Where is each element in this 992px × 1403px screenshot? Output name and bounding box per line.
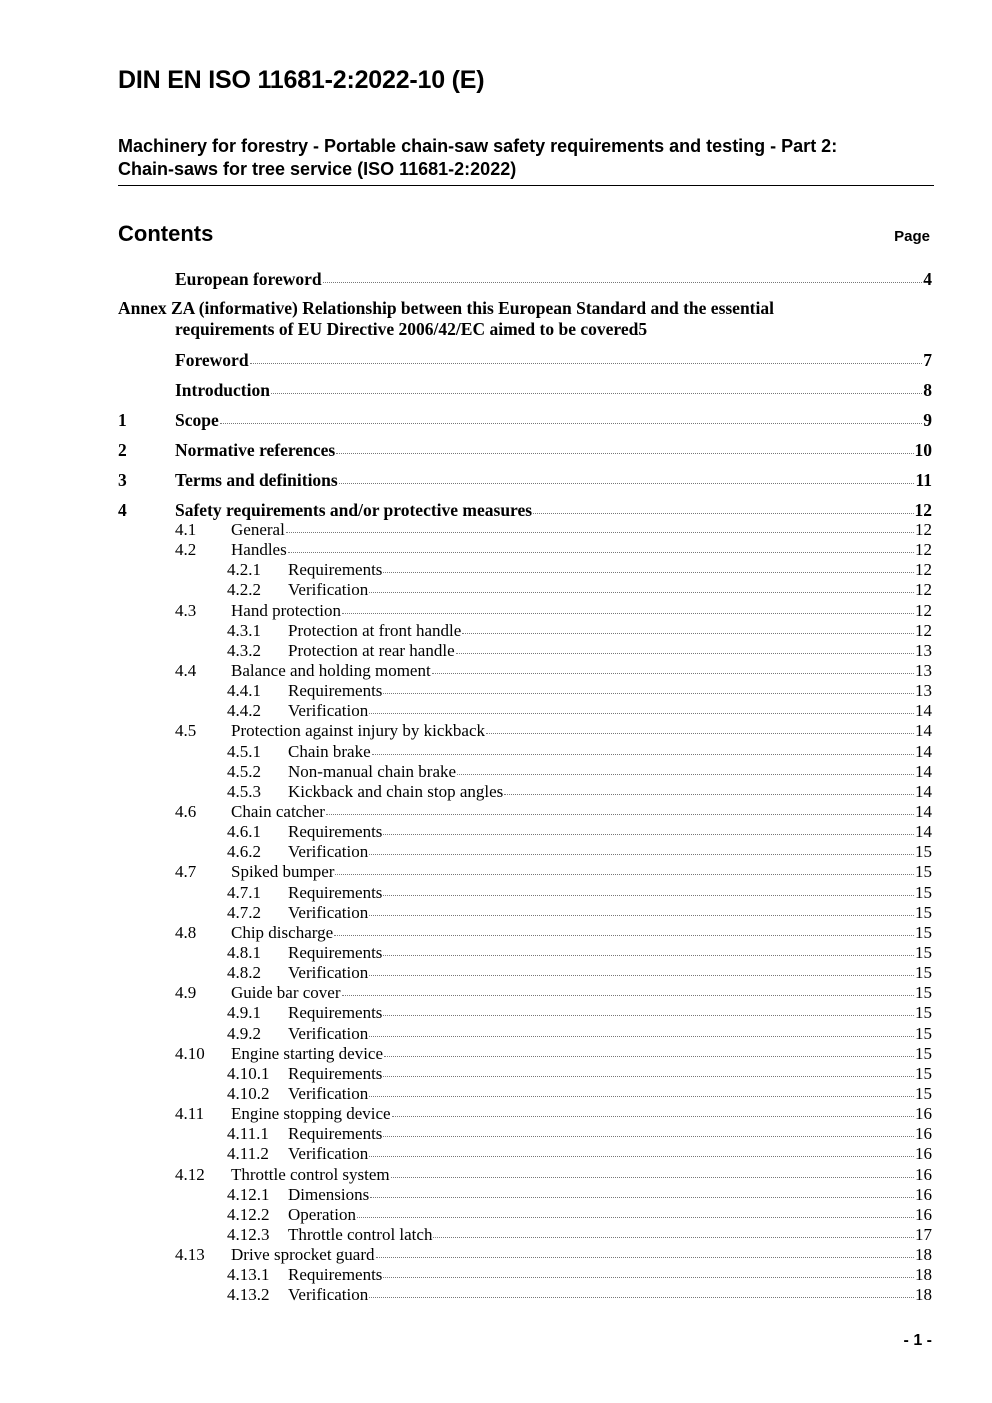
toc-entry-page: 15 [915,862,932,882]
dot-leader [372,754,914,755]
toc-entry-number: 4.10.1 [227,1063,270,1083]
toc-entry-title: Requirements [288,1003,383,1023]
toc-entry[interactable] [118,681,932,701]
toc-entry-page: 15 [915,922,932,942]
toc-entry[interactable] [118,1144,932,1164]
toc-entry-title: Requirements [288,1063,383,1083]
toc-entry[interactable] [118,1024,932,1044]
dot-leader [383,693,914,694]
toc-entry-title: General [231,520,285,539]
dot-leader [433,1237,914,1238]
toc-entry[interactable] [118,641,932,661]
toc-entry-title: European foreword [175,269,322,289]
dot-leader [457,774,914,775]
toc-entry-page: 16 [915,1124,932,1144]
toc-entry-title: requirements of EU Directive 2006/42/EC aimed to be covered [175,319,639,339]
toc-entry-page: 12 [915,520,932,539]
toc-entry-title: Verification [288,1023,369,1043]
toc-entry-page: 14 [915,721,932,741]
toc-entry-title: Drive sprocket guard [231,1245,375,1265]
toc-entry-number: 4.6 [175,801,197,821]
toc-entry[interactable] [118,268,932,298]
toc-entry[interactable] [118,439,932,469]
dot-leader [383,1076,914,1077]
toc-entry-page: 12 [915,540,932,560]
toc-entry-number: 4.12.3 [227,1224,270,1244]
dot-leader [486,733,914,734]
dot-leader [383,834,914,835]
toc-entry-number: 4.3.2 [227,640,261,660]
subtitle-line: Chain-saws for tree service (ISO 11681-2:2022) [118,159,517,179]
toc-entry[interactable] [118,1104,932,1124]
toc-entry-title: Spiked bumper [231,862,335,882]
dot-leader [271,393,922,394]
toc-entry-title: Introduction [175,380,270,400]
toc-entry-number: 4.8.2 [227,963,261,983]
dot-leader [369,1156,914,1157]
dot-leader [369,1036,914,1037]
toc-entry-page: 14 [915,761,932,781]
toc-entry-title: Verification [288,902,369,922]
toc-entry-number: 4.7 [175,862,197,882]
dot-leader [432,673,914,674]
dot-leader [342,613,914,614]
dot-leader [383,1277,914,1278]
toc-entry-page: 5 [638,319,648,339]
toc-entry[interactable] [118,923,932,943]
toc-entry[interactable] [118,862,932,882]
toc-entry-number: 4.13.2 [227,1285,270,1305]
toc-entry-number: 4.13.1 [227,1265,270,1285]
toc-entry-page: 15 [915,942,932,962]
dot-leader [504,794,914,795]
toc-entry[interactable] [118,1165,932,1185]
toc-entry-number: 4.4.1 [227,681,261,701]
toc-entry-number: 4.6.2 [227,842,261,862]
dot-leader [339,483,915,484]
toc-entry-page: 10 [914,440,932,460]
toc-entry-title: Kickback and chain stop angles [288,781,504,801]
toc-entry-number: 4.8 [175,922,197,942]
toc-entry[interactable] [118,1185,932,1205]
table-of-contents [118,268,932,1305]
dot-leader [462,633,914,634]
toc-entry[interactable] [118,379,932,409]
toc-entry-page: 16 [915,1184,932,1204]
toc-entry-page: 14 [915,801,932,821]
toc-entry-page: 4 [923,269,932,289]
toc-entry-title: Annex ZA (informative) Relationship between this European Standard and the essential [118,298,774,318]
toc-entry-page: 15 [915,983,932,1003]
toc-entry-page: 7 [923,350,932,370]
toc-entry-page: 15 [915,882,932,902]
toc-entry-number: 2 [118,440,127,460]
toc-entry-page: 12 [915,560,932,580]
toc-entry-page: 15 [915,1083,932,1103]
toc-entry-page: 12 [915,580,932,600]
toc-entry-number: 4.3.1 [227,620,261,640]
toc-entry-title: Verification [288,580,369,600]
toc-entry-number: 4.5.1 [227,741,261,761]
toc-entry-title: Protection at rear handle [288,640,455,660]
dot-leader [220,423,923,424]
dot-leader [383,1015,914,1016]
toc-entry-number: 4.10.2 [227,1083,270,1103]
toc-entry-number: 4.5 [175,721,197,741]
toc-entry-title: Scope [175,410,219,430]
page-number: - 1 - [903,1332,932,1349]
toc-entry-page: 14 [915,741,932,761]
toc-entry-page: 13 [915,640,932,660]
dot-leader [326,814,914,815]
dot-leader [369,713,914,714]
toc-entry[interactable] [118,1285,932,1305]
toc-entry[interactable] [118,621,932,641]
toc-entry[interactable] [118,1044,932,1064]
toc-entry-number: 4.4 [175,660,197,680]
toc-entry-number: 4.11 [175,1104,205,1124]
toc-entry-number: 4.13 [175,1245,205,1265]
dot-leader [323,282,923,283]
dot-leader [336,453,913,454]
toc-entry-number: 4.8.1 [227,942,261,962]
toc-entry-page: 12 [915,620,932,640]
toc-entry-title: Non-manual chain brake [288,761,457,781]
toc-entry-title: Protection against injury by kickback [231,721,485,741]
page-column-label: Page [894,228,930,245]
toc-entry-title: Verification [288,1083,369,1103]
toc-entry-page: 8 [923,380,932,400]
toc-entry-title: Requirements [288,942,383,962]
toc-entry[interactable] [118,1245,932,1265]
toc-entry-page: 15 [915,1003,932,1023]
toc-entry[interactable] [118,842,932,862]
dot-leader [369,1297,914,1298]
toc-entry-page: 16 [915,1164,932,1184]
toc-entry-number: 4.12.2 [227,1204,270,1224]
toc-entry[interactable] [118,1205,932,1225]
toc-entry[interactable] [118,1265,932,1285]
toc-entry[interactable] [118,1064,932,1084]
toc-entry-title: Requirements [288,882,383,902]
toc-entry-number: 4.10 [175,1043,205,1063]
dot-leader [335,874,914,875]
toc-entry-number: 1 [118,410,127,430]
toc-entry-title: Hand protection [231,600,341,620]
toc-entry[interactable] [118,883,932,903]
toc-entry-title: Requirements [288,681,383,701]
toc-entry-page: 18 [915,1265,932,1285]
toc-entry[interactable] [118,983,932,1003]
toc-entry-number: 4.2 [175,540,197,560]
toc-entry[interactable] [118,520,932,540]
dot-leader [391,1177,914,1178]
dot-leader [369,1096,914,1097]
toc-entry-title: Verification [288,963,369,983]
toc-entry-line [118,319,932,340]
toc-entry-page: 14 [915,822,932,842]
toc-entry-page: 15 [915,1063,932,1083]
toc-entry-page: 18 [915,1285,932,1305]
dot-leader [533,513,913,514]
toc-entry-number: 4 [118,500,127,520]
toc-entry-number: 4.5.2 [227,761,261,781]
toc-entry-number: 4.11.2 [227,1144,269,1164]
dot-leader [286,532,914,533]
toc-entry-page: 15 [915,842,932,862]
toc-entry-title: Chain catcher [231,801,325,821]
toc-entry-title: Balance and holding moment [231,660,431,680]
toc-entry[interactable] [118,1003,932,1023]
toc-entry[interactable] [118,802,932,822]
toc-entry-number: 4.6.1 [227,822,261,842]
toc-entry-page: 9 [923,410,932,430]
document-subtitle [118,135,934,186]
toc-entry[interactable] [118,822,932,842]
toc-entry-title: Handles [231,540,287,560]
toc-entry-title: Requirements [288,822,383,842]
toc-entry[interactable] [118,560,932,580]
toc-entry-title: Dimensions [288,1184,370,1204]
toc-entry[interactable] [118,409,932,439]
toc-entry-title: Verification [288,842,369,862]
toc-entry[interactable] [118,580,932,600]
dot-leader [369,975,914,976]
toc-entry-title: Verification [288,701,369,721]
toc-entry[interactable] [118,601,932,621]
toc-entry-number: 4.2.1 [227,560,261,580]
toc-entry-number: 4.11.1 [227,1124,269,1144]
dot-leader [383,572,914,573]
toc-entry-number: 4.7.1 [227,882,261,902]
dot-leader [384,1056,914,1057]
toc-entry-title: Safety requirements and/or protective measures [175,500,533,520]
toc-entry[interactable] [118,721,932,741]
dot-leader [392,1116,914,1117]
toc-entry-page: 16 [915,1204,932,1224]
toc-entry[interactable] [118,1084,932,1104]
dot-leader [376,1257,914,1258]
toc-entry-page: 15 [915,1043,932,1063]
toc-entry-page: 12 [914,500,932,520]
toc-entry-number: 4.12.1 [227,1184,270,1204]
toc-entry-title: Chip discharge [231,922,334,942]
toc-entry-number: 4.2.2 [227,580,261,600]
toc-entry[interactable] [118,762,932,782]
toc-entry-page: 16 [915,1144,932,1164]
toc-entry-page: 17 [915,1224,932,1244]
toc-entry-page: 15 [915,963,932,983]
toc-entry-page: 11 [915,470,932,490]
toc-entry[interactable] [118,943,932,963]
toc-entry-title: Throttle control latch [288,1224,433,1244]
toc-entry-page: 18 [915,1245,932,1265]
dot-leader [370,1197,914,1198]
dot-leader [288,552,914,553]
toc-entry-page: 15 [915,1023,932,1043]
toc-entry[interactable] [118,1225,932,1245]
toc-entry-number: 4.3 [175,600,197,620]
toc-entry-title: Foreword [175,350,249,370]
toc-entry[interactable] [118,540,932,560]
document-id: DIN EN ISO 11681-2:2022-10 (E) [118,66,485,94]
toc-entry-page: 13 [915,681,932,701]
toc-entry[interactable] [118,298,932,349]
toc-entry-number: 4.9.1 [227,1003,261,1023]
toc-entry-title: Requirements [288,1265,383,1285]
dot-leader [369,854,914,855]
toc-entry[interactable] [118,499,932,520]
toc-entry-number: 3 [118,470,127,490]
toc-entry-title: Engine stopping device [231,1104,391,1124]
toc-entry-number: 4.5.3 [227,781,261,801]
dot-leader [383,955,914,956]
toc-entry[interactable] [118,661,932,681]
dot-leader [342,995,914,996]
toc-entry-number: 4.9.2 [227,1023,261,1043]
toc-entry-number: 4.4.2 [227,701,261,721]
toc-entry[interactable] [118,782,932,802]
toc-entry-title: Verification [288,1144,369,1164]
contents-heading: Contents [118,221,214,246]
toc-entry[interactable] [118,903,932,923]
toc-entry[interactable] [118,701,932,721]
dot-leader [250,363,923,364]
dot-leader [334,935,914,936]
toc-entry-number: 4.1 [175,520,197,539]
dot-leader [383,895,914,896]
toc-entry-title: Terms and definitions [175,470,338,490]
toc-entry-title: Guide bar cover [231,983,341,1003]
toc-entry-title: Throttle control system [231,1164,390,1184]
toc-entry-number: 4.9 [175,983,197,1003]
toc-entry-title: Normative references [175,440,336,460]
toc-entry-page: 14 [915,701,932,721]
dot-leader [456,653,914,654]
toc-entry[interactable] [118,469,932,499]
toc-entry-number: 4.7.2 [227,902,261,922]
dot-leader [369,915,914,916]
toc-entry-page: 16 [915,1104,932,1124]
dot-leader [369,592,914,593]
toc-entry-page: 13 [915,660,932,680]
toc-entry-title: Chain brake [288,741,371,761]
subtitle-line: Machinery for forestry - Portable chain-saw safety requirements and testing - Part 2: [118,136,838,156]
toc-entry[interactable] [118,742,932,762]
dot-leader [383,1136,914,1137]
toc-entry-title: Protection at front handle [288,620,462,640]
dot-leader [357,1217,914,1218]
toc-entry-title: Requirements [288,560,383,580]
toc-entry-title: Verification [288,1285,369,1305]
toc-entry[interactable] [118,1124,932,1144]
toc-entry-number: 4.12 [175,1164,205,1184]
toc-entry-title: Engine starting device [231,1043,384,1063]
toc-entry-page: 15 [915,902,932,922]
toc-entry-page: 12 [915,600,932,620]
toc-entry-title: Requirements [288,1124,383,1144]
toc-entry[interactable] [118,349,932,379]
toc-entry-page: 14 [915,781,932,801]
toc-entry[interactable] [118,963,932,983]
toc-entry-title: Operation [288,1204,356,1224]
